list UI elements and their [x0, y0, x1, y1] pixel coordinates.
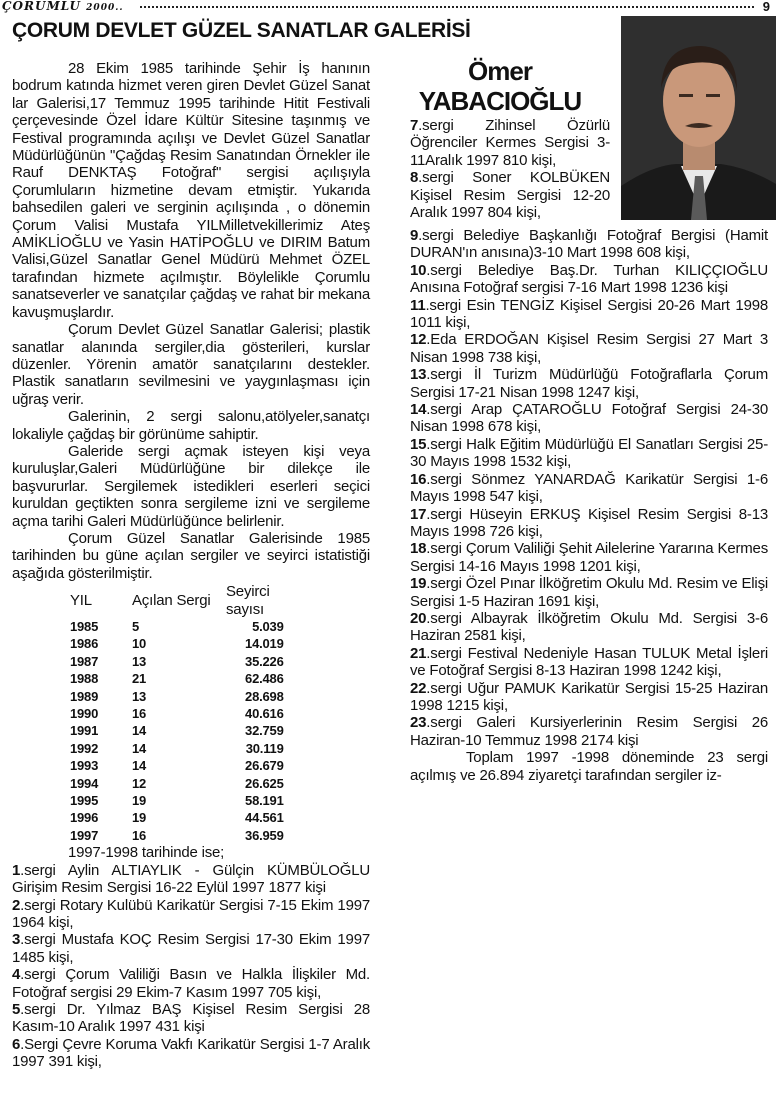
exhibition-entry — [12, 1036, 370, 1071]
exhibitions-cell: 14 — [132, 723, 147, 739]
statistics-row — [70, 809, 284, 826]
exhibition-entry — [410, 436, 768, 471]
exhibition-number: 14 — [410, 401, 427, 419]
exhibition-entry — [410, 401, 768, 436]
statistics-row — [70, 740, 284, 757]
column-header-visitors: Seyirci sayısı — [226, 583, 270, 618]
visitors-cell: 32.759 — [245, 723, 284, 739]
exhibition-entry — [410, 506, 768, 541]
author-last-name: YABACIOĞLU — [418, 86, 582, 116]
exhibition-text: .sergi Soner KOLBÜKEN Kişisel Resim Sergisi 12-20 Aralık 1997 804 kişi, — [410, 169, 610, 222]
magazine-brand: ÇORUMLU 2000.. — [2, 0, 124, 13]
year-cell: 1991 — [70, 723, 99, 739]
exhibition-text: .sergi Sönmez YANARDAĞ Karikatür Sergisi 1-6 Mayıs 1998 547 kişi, — [410, 470, 768, 506]
exhibition-number: 15 — [410, 435, 427, 453]
exhibition-entry — [12, 931, 370, 966]
exhibition-text: .sergi Galeri Kursiyerlerinin Resim Sergisi 26 Haziran-10 Temmuz 1998 2174 kişi — [410, 714, 768, 749]
visitors-cell: 40.616 — [245, 706, 284, 722]
exhibition-text: .sergi Dr. Yılmaz BAŞ Kişisel Resim Sergisi 28 Kasım-10 Aralık 1997 431 kişi — [12, 1000, 370, 1036]
exhibition-number: 10 — [410, 261, 427, 279]
exhibition-number: 2 — [12, 896, 21, 914]
left-column — [12, 60, 370, 1071]
exhibitions-cell: 16 — [132, 827, 147, 843]
exhibitions-cell: 10 — [132, 636, 147, 652]
exhibition-text: .sergi Rotary Kulübü Karikatür Sergisi 7-15 Ekim 1997 1964 kişi, — [12, 896, 370, 931]
year-cell: 1989 — [70, 688, 99, 704]
exhibition-number: 13 — [410, 366, 427, 384]
exhibitions-cell: 19 — [132, 810, 147, 826]
exhibition-entry — [410, 714, 768, 749]
exhibition-text: .Sergi Çevre Koruma Vakfı Karikatür Sergisi 1-7 Aralık 1997 391 kişi, — [12, 1035, 370, 1071]
exhibition-number: 11 — [410, 296, 426, 314]
statistics-row — [70, 653, 284, 670]
article-title: ÇORUM DEVLET GÜZEL SANATLAR GALERİSİ — [12, 19, 471, 42]
statistics-row — [70, 827, 284, 844]
intro-paragraph: Galerinin, 2 sergi salonu,atölyeler,sanatçı lokaliyle çağdaş bir görünüme sahiptir. — [12, 408, 370, 443]
season-intro: 1997-1998 tarihinde ise; — [68, 844, 225, 862]
exhibition-entry — [410, 262, 768, 297]
statistics-table — [70, 583, 284, 844]
intro-paragraph: Çorum Devlet Güzel Sanatlar Galerisi; plastik sanatlar alanında sergiler,dia gösterileri, kurslar düzenler. Yörenin amatör sanatçılarını destekler. Plastik sanatların sevilmesini ve yaygınlaşması için uğraş verir. — [12, 321, 370, 408]
year-cell: 1995 — [70, 793, 99, 809]
exhibition-text: .sergi Belediye Başkanlığı Fotoğraf Bergisi (Hamit DURAN'ın anısına)3-10 Mart 1998 608 kişi, — [410, 227, 768, 262]
exhibition-text: .sergi Belediye Baş.Dr. Turhan KILIÇÇIOĞLU Anısına Fotoğraf sergisi 7-16 Mart 1998 1236 kişi — [410, 261, 768, 297]
exhibition-text: .sergi Aylin ALTIAYLIK - Gülçin KÜMBÜLOĞLU Girişim Resim Sergisi 16-22 Eylül 1997 1877 kişi — [12, 861, 370, 897]
exhibition-number: 9 — [410, 227, 419, 244]
exhibitions-cell: 5 — [132, 619, 140, 634]
exhibition-number: 7 — [410, 117, 419, 134]
year-cell: 1988 — [70, 671, 99, 687]
visitors-cell: 26.679 — [245, 758, 284, 774]
exhibitions-cell: 12 — [132, 775, 147, 791]
page-header — [0, 0, 776, 16]
exhibition-number: 21 — [410, 644, 427, 662]
year-cell: 1996 — [70, 810, 99, 826]
visitors-cell: 14.019 — [245, 636, 284, 652]
statistics-row — [70, 757, 284, 774]
statistics-row — [70, 618, 284, 635]
exhibition-text: .sergi Festival Nedeniyle Hasan TULUK Metal İşleri ve Fotoğraf Sergisi 8-13 Haziran 1998 1242 kişi, — [410, 644, 768, 680]
header-year: 2000.. — [86, 3, 124, 13]
exhibitions-cell: 14 — [132, 758, 147, 774]
exhibition-entry — [12, 897, 370, 932]
exhibition-text: .sergi Uğur PAMUK Karikatür Sergisi 15-25 Haziran 1998 1215 kişi, — [410, 679, 768, 714]
year-cell: 1997 — [70, 827, 99, 843]
intro-paragraph: 28 Ekim 1985 tarihinde Şehir İş hanının bodrum katında hizmet veren giren Devlet Güzel Sanat lar Galerisi,17 Temmuz 1995 tarihinde Hitit Festivali çerçevesinde Özel İdare Kültür Sitesine taşınmış ve Festival programında açılışı ve Devlet Güzel Sanatlar Müdürlüğünün "Çağdaş Resim Sanatından Örnekler ile Rauf DENKTAŞ Fotoğraf" sergisi açılışıyla Çorumluların hizmetine devam etmiştir. Yukarıda bahsedilen galeri ve serginin açılışında , o dönemin Çorum Valisi Mustafa YILMilletvekillerimiz Ateş AMİKLİOĞLU ve Yasin HATİPOĞLU ve DIRIM Batum Valisi,Güzel Sanatlar Genel Müdürü Mehmet ÖZEL tarafından hizmete açılmıştır. Böylelikle Çorumlu sanatseverler ve sanatçılar çağdaş ve rahat bir mekana kavuşmuşlardır. — [12, 60, 370, 321]
statistics-row — [70, 722, 284, 739]
exhibition-text: .sergi Arap ÇATAROĞLU Fotoğraf Sergisi 24-30 Nisan 1998 678 kişi, — [410, 401, 768, 436]
exhibition-entry — [410, 610, 768, 645]
exhibition-entry — [12, 862, 370, 897]
statistics-row — [70, 670, 284, 687]
statistics-row — [70, 635, 284, 652]
exhibition-number: 6 — [12, 1035, 21, 1053]
exhibition-number: 17 — [410, 505, 427, 523]
statistics-row — [70, 775, 284, 792]
exhibition-text: .sergi Özel Pınar İlköğretim Okulu Md. Resim ve Elişi Sergisi 1-5 Haziran 1691 kişi, — [410, 575, 768, 610]
visitors-cell: 44.561 — [245, 810, 284, 826]
right-column-top — [410, 117, 610, 221]
exhibition-number: 20 — [410, 609, 427, 627]
column-header-year: YIL — [70, 591, 92, 609]
header-dotted-rule — [140, 6, 754, 8]
statistics-row — [70, 688, 284, 705]
exhibitions-cell: 13 — [132, 688, 147, 704]
exhibition-entry — [410, 331, 768, 366]
closing-paragraph: Toplam 1997 -1998 döneminde 23 sergi açılmış ve 26.894 ziyaretçi tarafından sergiler iz- — [410, 749, 768, 784]
statistics-row — [70, 705, 284, 722]
exhibition-text: .sergi Çorum Valiliği Basın ve Halkla İlişkiler Md. Fotoğraf sergisi 29 Ekim-7 Kasım 1997 705 kişi, — [12, 966, 370, 1001]
year-cell: 1992 — [70, 740, 99, 756]
exhibition-number: 19 — [410, 575, 427, 593]
exhibition-entry — [410, 227, 768, 262]
author-photo — [621, 16, 776, 220]
exhibition-entry — [12, 966, 370, 1001]
exhibition-number: 16 — [410, 470, 427, 488]
exhibition-text: .sergi Albayrak İlköğretim Okulu Md. Sergisi 3-6 Haziran 2581 kişi, — [410, 609, 768, 645]
intro-paragraph: Galeride sergi açmak isteyen kişi veya kuruluşlar,Galeri Müdürlüğüne bir dilekçe ile başvururlar. Sergilemek istedikleri eserleri seçici kuruldan geçtikten sonra sergileme izni ve sergileme açma tarihi Galeri Müdürlüğünce belirlenir. — [12, 442, 370, 530]
visitors-cell: 30.119 — [245, 740, 284, 756]
exhibitions-cell: 16 — [132, 706, 147, 722]
exhibition-entry — [410, 645, 768, 680]
year-cell: 1985 — [70, 619, 99, 634]
visitors-cell: 58.191 — [245, 793, 284, 809]
exhibition-entry — [410, 575, 768, 610]
exhibition-entry — [410, 680, 768, 715]
exhibition-entry — [410, 471, 768, 506]
exhibition-number: 18 — [410, 540, 427, 558]
exhibition-text: .sergi Zihinsel Özürlü Öğrenciler Kermes Sergisi 3-11Aralık 1997 810 kişi, — [410, 117, 610, 169]
exhibition-number: 12 — [410, 331, 427, 349]
statistics-row — [70, 792, 284, 809]
visitors-cell: 26.625 — [245, 775, 284, 791]
right-column — [410, 227, 768, 784]
exhibition-text: .sergi Çorum Valiliği Şehit Ailelerine Yararına Kermes Sergisi 14-16 Mayıs 1998 1201 kişi, — [410, 540, 768, 575]
exhibitions-cell: 19 — [132, 793, 147, 809]
year-cell: 1994 — [70, 775, 99, 791]
author-name — [400, 56, 600, 116]
statistics-header-row — [70, 583, 284, 618]
author-first-name: Ömer — [468, 56, 532, 86]
exhibition-number: 23 — [410, 714, 427, 732]
exhibition-entry — [410, 297, 768, 332]
year-cell: 1993 — [70, 758, 99, 774]
exhibition-text: .Eda ERDOĞAN Kişisel Resim Sergisi 27 Mart 3 Nisan 1998 738 kişi, — [410, 331, 768, 366]
exhibition-entry — [12, 1001, 370, 1036]
visitors-cell: 35.226 — [245, 653, 284, 669]
exhibition-entry — [410, 117, 610, 169]
exhibitions-cell: 13 — [132, 653, 147, 669]
year-cell: 1987 — [70, 653, 99, 669]
visitors-cell: 5.039 — [252, 619, 284, 634]
exhibition-text: .sergi Mustafa KOÇ Resim Sergisi 17-30 Ekim 1997 1485 kişi, — [12, 931, 370, 966]
exhibition-number: 3 — [12, 931, 21, 949]
exhibition-entry — [410, 366, 768, 401]
year-cell: 1990 — [70, 706, 99, 722]
exhibition-text: .sergi İl Turizm Müdürlüğü Fotoğraflarla Çorum Sergisi 17-21 Nisan 1998 1247 kişi, — [410, 366, 768, 401]
exhibition-number: 22 — [410, 679, 427, 697]
exhibitions-cell: 21 — [132, 671, 147, 687]
exhibition-number: 5 — [12, 1000, 21, 1018]
exhibition-number: 8 — [410, 169, 419, 187]
exhibition-entry — [410, 169, 610, 221]
page-number: 9 — [762, 0, 770, 14]
exhibition-text: .sergi Esin TENGİZ Kişisel Sergisi 20-26 Mart 1998 1011 kişi, — [410, 296, 768, 332]
visitors-cell: 28.698 — [245, 688, 284, 704]
year-cell: 1986 — [70, 636, 99, 652]
column-header-exhibitions: Açılan Sergi — [132, 591, 211, 609]
exhibition-number: 4 — [12, 966, 21, 984]
visitors-cell: 36.959 — [245, 827, 284, 843]
exhibition-number: 1 — [12, 861, 21, 879]
exhibition-text: .sergi Halk Eğitim Müdürlüğü El Sanatları Sergisi 25-30 Mayıs 1998 1532 kişi, — [410, 435, 768, 471]
exhibitions-cell: 14 — [132, 740, 147, 756]
exhibition-text: .sergi Hüseyin ERKUŞ Kişisel Resim Sergisi 8-13 Mayıs 1998 726 kişi, — [410, 505, 768, 540]
exhibition-entry — [410, 540, 768, 575]
visitors-cell: 62.486 — [245, 671, 284, 687]
intro-paragraph: Çorum Güzel Sanatlar Galerisinde 1985 tarihinden bu güne açılan sergiler ve seyirci istatistiği aşağıda gösterilmiştir. — [12, 529, 370, 582]
